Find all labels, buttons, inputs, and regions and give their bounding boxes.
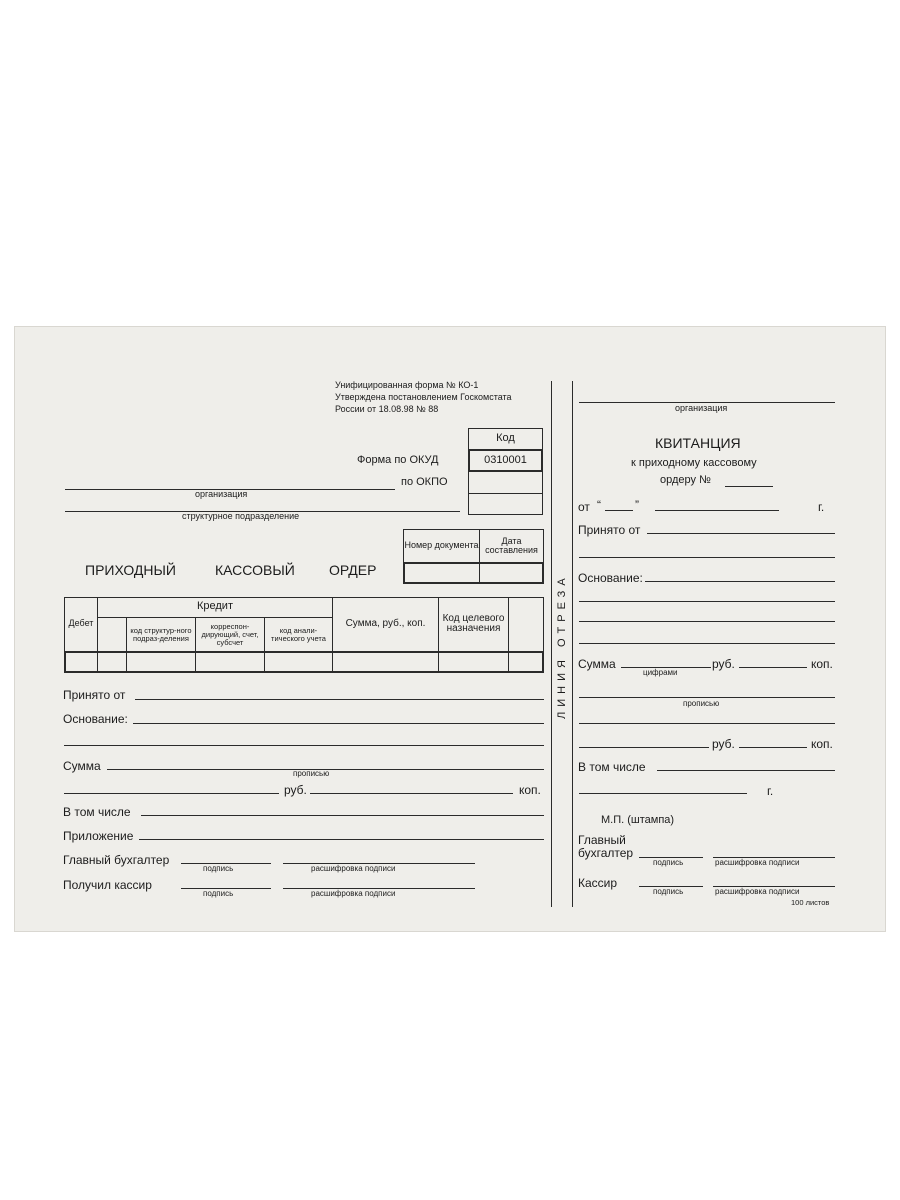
receipt-title: КВИТАНЦИЯ [655,435,741,451]
receipt-received-from-line-2[interactable] [579,557,835,558]
receipt-chief-decoding-caption: расшифровка подписи [715,858,800,867]
credit-sub-analytical: код анали-тического учета [271,626,326,643]
including-label: В том числе [63,805,131,819]
okpo-code-divider [468,493,543,494]
okpo-label: по ОКПО [401,476,448,488]
receipt-quote-open: “ [597,498,601,512]
doc-number-label: Номер документа [404,540,479,551]
chief-accountant-label: Главный бухгалтер [63,853,170,867]
credit-sub-corresponding: корреспон-дирующий, счет, субсчет [201,622,259,647]
receipt-order-number-line[interactable] [725,486,773,487]
receipt-including-line[interactable] [657,770,835,771]
receipt-year-label: г. [818,500,825,514]
cashier-decoding-caption: расшифровка подписи [311,889,396,898]
title-word-2: КАССОВЫЙ [215,562,295,578]
receipt-words-caption: прописью [683,699,720,708]
including-line[interactable] [141,815,544,816]
title-word-3: ОРДЕР [329,562,377,578]
form-header-line3: России от 18.08.98 № 88 [335,404,439,414]
receipt-cashier-signature-caption: подпись [653,887,684,896]
credit-subheader-line [97,617,332,618]
receipt-sum-words-line[interactable] [579,697,835,698]
receipt-basis-line[interactable] [645,581,835,582]
doc-number-date-input[interactable] [403,562,544,584]
receipt-cashier-decoding-caption: расшифровка подписи [715,887,800,896]
sum-rub-line[interactable] [64,793,279,794]
organization-caption: организация [195,489,248,499]
chief-decoding-caption: расшифровка подписи [311,864,396,873]
receipt-received-from-label: Принято от [578,523,641,537]
purpose-header: Код целевого назначения [442,612,505,634]
receipt-sum-words-line-2[interactable] [579,723,835,724]
sheets-count: 100 листов [791,898,830,907]
kop-label: коп. [519,783,541,797]
cut-line-label: ЛИНИЯ ОТРЕЗА [556,573,568,719]
receipt-including-label: В том числе [578,760,646,774]
receipt-basis-line-4[interactable] [579,643,835,644]
attachment-line[interactable] [139,839,544,840]
form-header-line2: Утверждена постановлением Госкомстата [335,392,512,402]
form-header-line1: Унифицированная форма № КО-1 [335,380,479,390]
subdivision-caption: структурное подразделение [182,511,300,521]
receipt-stamp-label: М.П. (штампа) [601,814,675,826]
receipt-rub-words-line[interactable] [579,747,709,748]
cash-receipt-form [14,326,886,932]
rub-label: руб. [284,783,307,797]
receipt-day-line[interactable] [605,510,633,511]
receipt-basis-label: Основание: [578,571,643,585]
attachment-label: Приложение [63,829,134,843]
credit-header: Кредит [196,600,233,613]
received-from-line[interactable] [135,699,544,700]
receipt-basis-line-2[interactable] [579,601,835,602]
receipt-subtitle-2: ордеру № [660,474,711,486]
accounting-table-data-row[interactable] [64,651,544,673]
receipt-month-line[interactable] [655,510,779,511]
cashier-signature-caption: подпись [203,889,234,898]
receipt-from-label: от [578,500,590,514]
receipt-rub-label-2: руб. [712,737,735,751]
sum-words-caption: прописью [293,769,330,778]
code-header: Код [496,431,515,444]
okud-label: Форма по ОКУД [357,454,439,466]
receipt-cashier-label: Кассир [578,876,618,890]
receipt-kop-digits-line[interactable] [739,667,807,668]
receipt-year-label-2: г. [767,784,774,798]
receipt-sum-label: Сумма [578,657,616,671]
receipt-date-line[interactable] [579,793,747,794]
receipt-quote-close: ” [635,498,639,512]
basis-line[interactable] [133,723,544,724]
receipt-subtitle-1: к приходному кассовому [631,457,757,469]
sum-label: Сумма [63,759,101,773]
receipt-chief-label-1: Главный [578,833,626,847]
cashier-received-label: Получил кассир [63,878,152,892]
receipt-received-from-line[interactable] [647,533,835,534]
receipt-kop-words-line[interactable] [739,747,807,748]
receipt-chief-label-2: бухгалтер [578,846,634,860]
receipt-rub-label: руб. [712,657,735,671]
receipt-organization-caption: организация [675,403,728,413]
title-word-1: ПРИХОДНЫЙ [85,562,176,578]
doc-input-divider [479,562,480,584]
sum-kop-line[interactable] [310,793,513,794]
receipt-kop-label-2: коп. [811,737,833,751]
cut-line-right [572,381,573,907]
receipt-chief-signature-caption: подпись [653,858,684,867]
basis-line-2[interactable] [64,745,544,746]
credit-sub-structural: код структур-ного подраз-деления [130,626,192,643]
basis-label: Основание: [63,712,128,726]
chief-signature-caption: подпись [203,864,234,873]
okud-code-value: 0310001 [484,453,527,466]
received-from-label: Принято от [63,688,126,702]
cut-line-left [551,381,552,907]
receipt-basis-line-3[interactable] [579,621,835,622]
receipt-digits-caption: цифрами [643,668,678,677]
doc-date-label: Дата составления [485,535,538,555]
debit-header: Дебет [68,618,94,629]
sum-header: Сумма, руб., коп. [345,617,426,629]
receipt-kop-label: коп. [811,657,833,671]
